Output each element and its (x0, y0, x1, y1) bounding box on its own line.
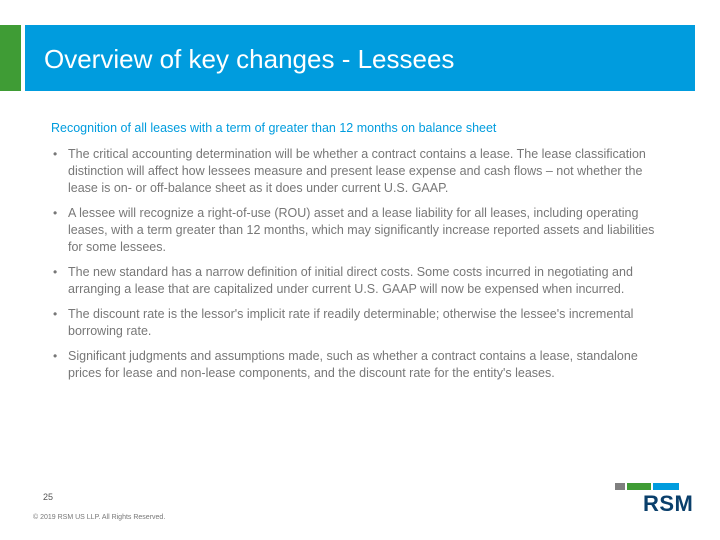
bullet-item (51, 264, 661, 298)
slide-title: Overview of key changes - Lessees (44, 44, 455, 74)
bullet-item (51, 146, 661, 197)
bullet-icon: • (53, 147, 58, 161)
bullet-icon: • (53, 265, 58, 279)
bullet-icon: • (53, 206, 58, 220)
bullet-icon: • (53, 349, 58, 363)
bullet-item (51, 348, 661, 382)
copyright-notice: © 2019 RSM US LLP. All Rights Reserved. (33, 514, 166, 521)
logo-wordmark: RSM (643, 491, 694, 516)
bullet-text: A lessee will recognize a right-of-use (ROU) asset and a lease liability for all leases, including operating leases, with a term greater than 12 months, which may significantly increase reported assets and liabilities for some lessees. (68, 206, 655, 254)
bullet-text: The new standard has a narrow definition of initial direct costs. Some costs incurred in negotiating and arranging a lease that are capitalized under current U.S. GAAP will now be expensed when incurred. (68, 265, 633, 296)
bullet-text: The discount rate is the lessor's implicit rate if readily determinable; otherwise the lessee's incremental borrowing rate. (68, 307, 634, 338)
bullet-text: The critical accounting determination will be whether a contract contains a lease. The lease classification distinction will affect how lessees measure and present lease expense and cash flows – not whether the lease is on- or off-balance sheet as it does under current U.S. GAAP. (68, 147, 646, 195)
slide-body (51, 120, 661, 390)
accent-bar (0, 25, 21, 91)
bullet-item (51, 306, 661, 340)
slide-subtitle: Recognition of all leases with a term of greater than 12 months on balance sheet (51, 121, 497, 135)
bullet-list (51, 146, 661, 382)
bullet-item (51, 205, 661, 256)
logo-gray-block (615, 483, 625, 490)
page-number: 25 (43, 492, 54, 502)
bullet-text: Significant judgments and assumptions made, such as whether a contract contains a lease, standalone prices for lease and non-lease components, and the discount rate for the entity's leases. (68, 349, 638, 380)
logo-blue-block (653, 483, 679, 490)
bullet-icon: • (53, 307, 58, 321)
rsm-logo (613, 481, 698, 517)
logo-green-block (627, 483, 651, 490)
